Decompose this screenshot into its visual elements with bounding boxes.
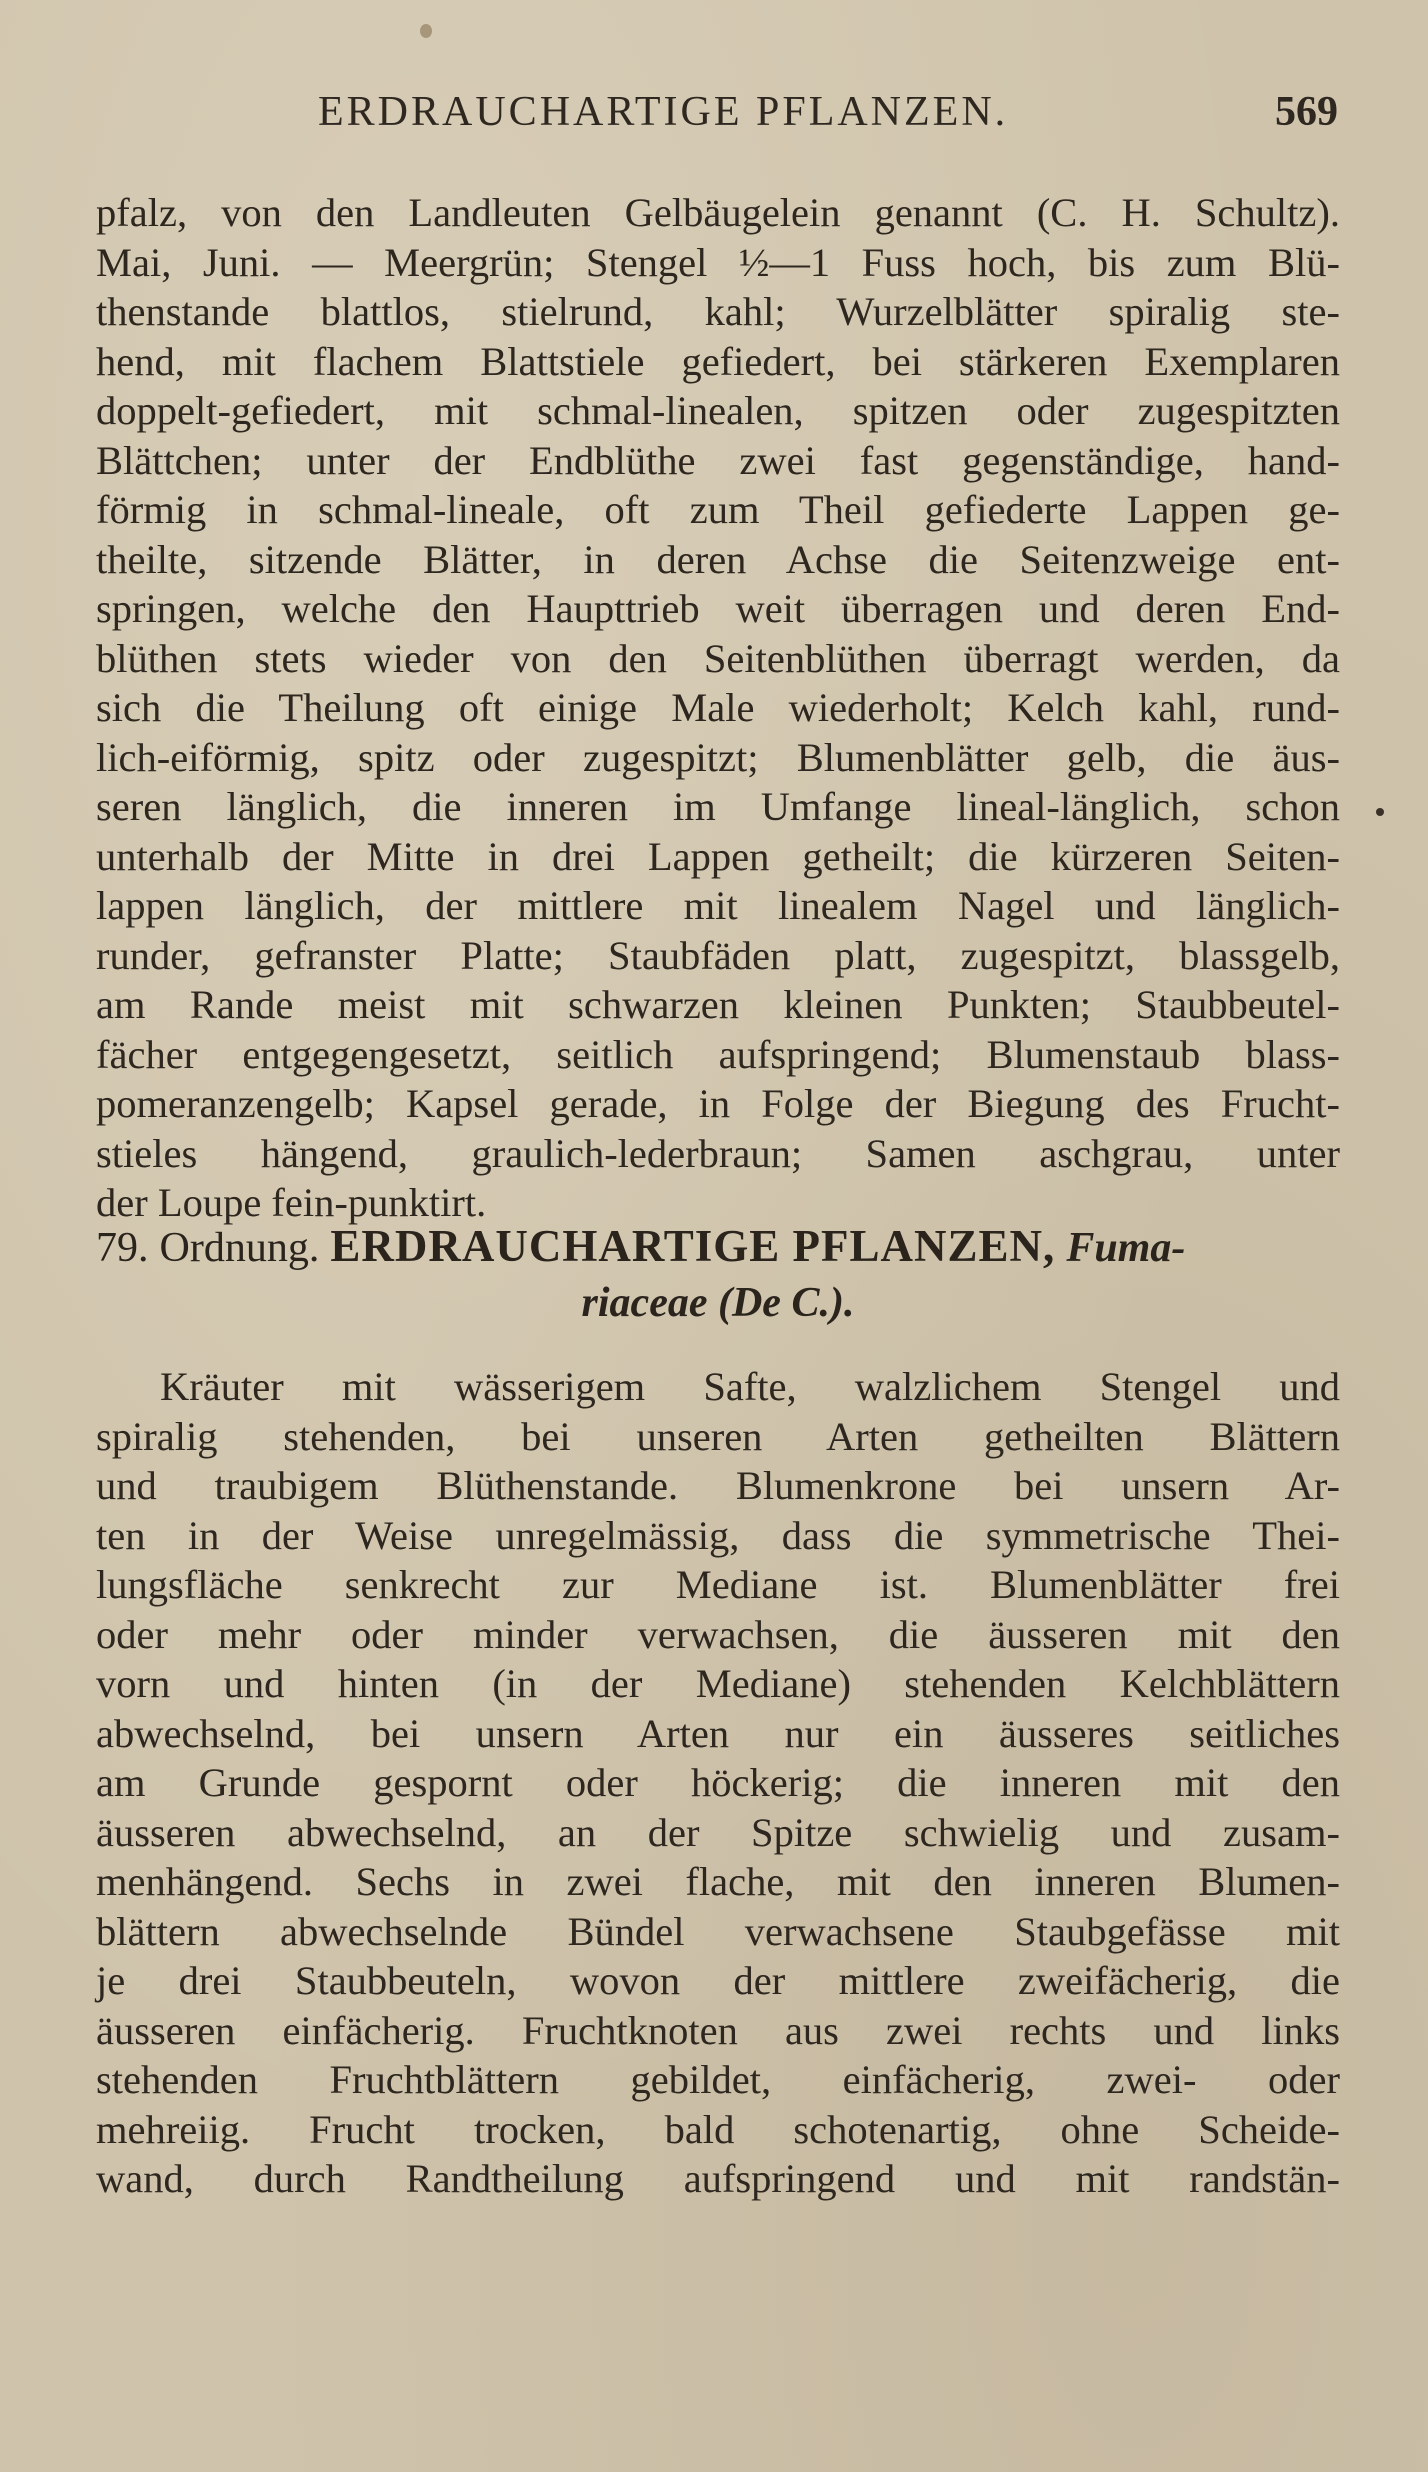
text-line: springen, welche den Haupttrieb weit überragen und deren End- xyxy=(96,586,1340,631)
text-line: sich die Theilung oft einige Male wiederholt; Kelch kahl, rund- xyxy=(96,685,1340,730)
latin-name-part-1: Fuma- xyxy=(1066,1225,1186,1271)
text-line: ten in der Weise unregelmässig, dass die symmetrische Thei- xyxy=(96,1512,1340,1558)
text-line: und traubigem Blüthenstande. Blumenkrone bei unsern Ar- xyxy=(96,1463,1340,1508)
text-line: blüthen stets wieder von den Seitenblüthen überragt werden, da xyxy=(96,635,1340,681)
text-line: der Loupe fein-punktirt. xyxy=(96,1180,487,1225)
text-line: mehreiig. Frucht trocken, bald schotenartig, ohne Scheide- xyxy=(96,2106,1340,2152)
heading-line-1 xyxy=(96,1218,1340,1276)
text-line: doppelt-gefiedert, mit schmal-linealen, spitzen oder zugespitzten xyxy=(96,388,1340,433)
text-line: wand, durch Randtheilung aufspringend und mit randstän- xyxy=(96,2156,1340,2201)
text-line: Blättchen; unter der Endblüthe zwei fast gegenständige, hand- xyxy=(96,437,1340,483)
text-line: äusseren abwechselnd, an der Spitze schwielig und zusam- xyxy=(96,1809,1340,1855)
text-line: thenstande blattlos, stielrund, kahl; Wurzelblätter spiralig ste- xyxy=(96,289,1340,334)
family-title: ERDRAUCHARTIGE PFLANZEN, xyxy=(330,1221,1056,1271)
text-line: lich-eiförmig, spitz oder zugespitzt; Blumenblätter gelb, die äus- xyxy=(96,734,1340,780)
text-line: blättern abwechselnde Bündel verwachsene Staubgefässe mit xyxy=(96,1908,1340,1954)
text-line: unterhalb der Mitte in drei Lappen getheilt; die kürzeren Seiten- xyxy=(96,833,1340,879)
text-line: je drei Staubbeuteln, wovon der mittlere zweifächerig, die xyxy=(96,1958,1340,2003)
text-line: spiralig stehenden, bei unseren Arten getheilten Blättern xyxy=(96,1413,1340,1459)
text-line: abwechselnd, bei unsern Arten nur ein äusseres seitliches xyxy=(96,1710,1340,1756)
text-line: am Rande meist mit schwarzen kleinen Punkten; Staubbeutel- xyxy=(96,982,1340,1027)
text-line: Kräuter mit wässerigem Safte, walzlichem Stengel und xyxy=(160,1364,1340,1409)
text-line: lappen länglich, der mittlere mit linealem Nagel und länglich- xyxy=(96,883,1340,928)
text-line: förmig in schmal-lineale, oft zum Theil gefiederte Lappen ge- xyxy=(96,487,1340,532)
order-number: 79. xyxy=(96,1225,149,1271)
paper-speck xyxy=(420,24,432,38)
text-line: lungsfläche senkrecht zur Mediane ist. Blumenblätter frei xyxy=(96,1562,1340,1607)
latin-name-part-2: riaceae (De C.). xyxy=(581,1280,855,1326)
paper-speck xyxy=(1376,808,1384,816)
running-header xyxy=(318,88,1338,148)
text-line: fächer entgegengesetzt, seitlich aufspringend; Blumenstaub blass- xyxy=(96,1031,1340,1077)
text-line: stehenden Fruchtblättern gebildet, einfächerig, zwei- oder xyxy=(96,2057,1340,2102)
text-line: am Grunde gespornt oder höckerig; die inneren mit den xyxy=(96,1760,1340,1805)
section-heading xyxy=(96,1218,1340,1330)
running-title: ERDRAUCHARTIGE PFLANZEN. xyxy=(318,89,1009,135)
text-line: pfalz, von den Landleuten Gelbäugelein genannt (C. H. Schultz). xyxy=(96,190,1340,235)
text-line: stieles hängend, graulich-lederbraun; Samen aschgrau, unter xyxy=(96,1130,1340,1176)
text-line: pomeranzengelb; Kapsel gerade, in Folge der Biegung des Frucht- xyxy=(96,1081,1340,1126)
order-word: Ordnung. xyxy=(159,1225,320,1271)
text-line: seren länglich, die inneren im Umfange lineal-länglich, schon xyxy=(96,784,1340,829)
top-paragraph xyxy=(96,188,1340,1228)
text-line: Mai, Juni. — Meergrün; Stengel ½—1 Fuss hoch, bis zum Blü- xyxy=(96,239,1340,285)
text-line: hend, mit flachem Blattstiele gefiedert, bei stärkeren Exemplaren xyxy=(96,338,1340,384)
text-line: theilte, sitzende Blätter, in deren Achse die Seitenzweige ent- xyxy=(96,536,1340,582)
text-line: vorn und hinten (in der Mediane) stehenden Kelchblättern xyxy=(96,1661,1340,1706)
text-line: menhängend. Sechs in zwei flache, mit den inneren Blumen- xyxy=(96,1859,1340,1904)
text-line: äusseren einfächerig. Fruchtknoten aus zwei rechts und links xyxy=(96,2007,1340,2053)
second-paragraph xyxy=(96,1362,1340,2204)
page-number: 569 xyxy=(1275,89,1338,135)
text-line: runder, gefranster Platte; Staubfäden platt, zugespitzt, blassgelb, xyxy=(96,932,1340,978)
text-line: oder mehr oder minder verwachsen, die äusseren mit den xyxy=(96,1611,1340,1657)
